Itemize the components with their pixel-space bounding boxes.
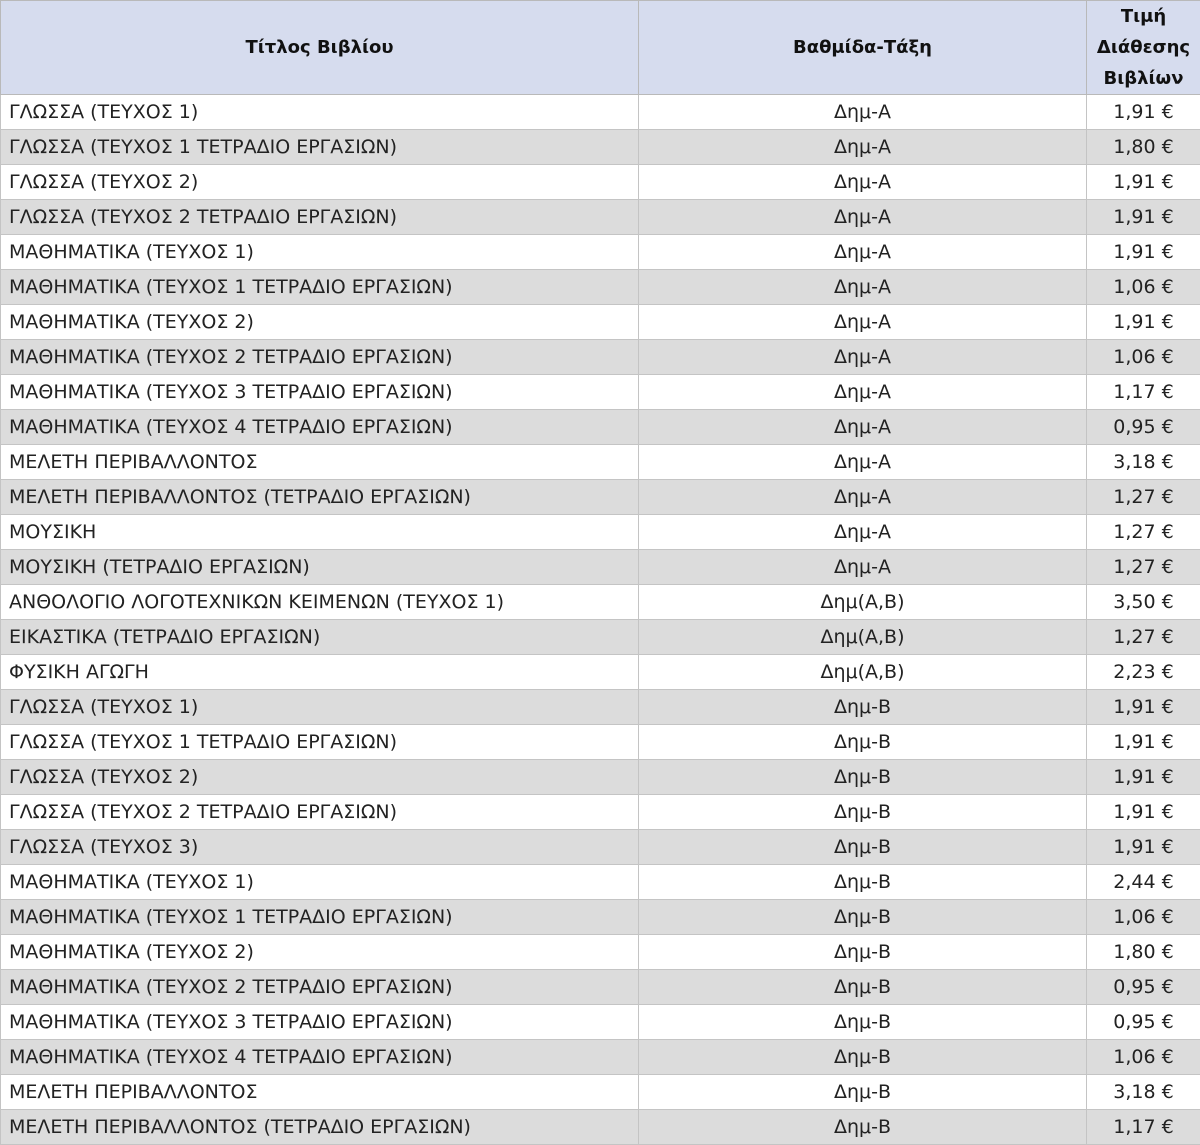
cell-title: ΜΑΘΗΜΑΤΙΚΑ (ΤΕΥΧΟΣ 2) [1,305,639,340]
table-row [1,935,1200,970]
table-row [1,1040,1200,1075]
cell-title: ΓΛΩΣΣΑ (ΤΕΥΧΟΣ 3) [1,830,639,865]
cell-price: 1,91 € [1087,165,1200,200]
cell-title: ΓΛΩΣΣΑ (ΤΕΥΧΟΣ 2) [1,165,639,200]
cell-title: ΜΑΘΗΜΑΤΙΚΑ (ΤΕΥΧΟΣ 4 ΤΕΤΡΑΔΙΟ ΕΡΓΑΣΙΩΝ) [1,1040,639,1075]
cell-grade: Δημ-Α [639,305,1087,340]
cell-title: ΓΛΩΣΣΑ (ΤΕΥΧΟΣ 2) [1,760,639,795]
cell-price: 1,91 € [1087,200,1200,235]
cell-title: ΓΛΩΣΣΑ (ΤΕΥΧΟΣ 2 ΤΕΤΡΑΔΙΟ ΕΡΓΑΣΙΩΝ) [1,200,639,235]
column-header-title: Τίτλος Βιβλίου [1,1,639,95]
cell-title: ΜΑΘΗΜΑΤΙΚΑ (ΤΕΥΧΟΣ 3 ΤΕΤΡΑΔΙΟ ΕΡΓΑΣΙΩΝ) [1,375,639,410]
cell-title: ΜΕΛΕΤΗ ΠΕΡΙΒΑΛΛΟΝΤΟΣ (ΤΕΤΡΑΔΙΟ ΕΡΓΑΣΙΩΝ) [1,480,639,515]
cell-grade: Δημ-Α [639,375,1087,410]
cell-title: ΜΑΘΗΜΑΤΙΚΑ (ΤΕΥΧΟΣ 3 ΤΕΤΡΑΔΙΟ ΕΡΓΑΣΙΩΝ) [1,1005,639,1040]
cell-title: ΜΑΘΗΜΑΤΙΚΑ (ΤΕΥΧΟΣ 2 ΤΕΤΡΑΔΙΟ ΕΡΓΑΣΙΩΝ) [1,970,639,1005]
table-row [1,445,1200,480]
cell-price: 0,95 € [1087,410,1200,445]
table-row [1,585,1200,620]
cell-grade: Δημ-Β [639,1040,1087,1075]
cell-price: 1,91 € [1087,725,1200,760]
cell-price: 1,91 € [1087,690,1200,725]
cell-price: 1,27 € [1087,550,1200,585]
table-row [1,305,1200,340]
cell-price: 1,06 € [1087,900,1200,935]
cell-title: ΜΑΘΗΜΑΤΙΚΑ (ΤΕΥΧΟΣ 2 ΤΕΤΡΑΔΙΟ ΕΡΓΑΣΙΩΝ) [1,340,639,375]
column-header-price-line1: Τιμή [1120,6,1167,27]
cell-grade: Δημ-Β [639,760,1087,795]
table-row [1,690,1200,725]
table-row [1,1075,1200,1110]
cell-title: ΕΙΚΑΣΤΙΚΑ (ΤΕΤΡΑΔΙΟ ΕΡΓΑΣΙΩΝ) [1,620,639,655]
cell-price: 3,18 € [1087,1075,1200,1110]
cell-price: 1,91 € [1087,95,1200,130]
cell-price: 1,27 € [1087,620,1200,655]
cell-title: ΜΑΘΗΜΑΤΙΚΑ (ΤΕΥΧΟΣ 1 ΤΕΤΡΑΔΙΟ ΕΡΓΑΣΙΩΝ) [1,270,639,305]
cell-price: 1,27 € [1087,480,1200,515]
cell-grade: Δημ-Α [639,550,1087,585]
cell-price: 1,17 € [1087,1110,1200,1145]
cell-grade: Δημ-Α [639,235,1087,270]
cell-price: 3,18 € [1087,445,1200,480]
cell-title: ΓΛΩΣΣΑ (ΤΕΥΧΟΣ 1) [1,690,639,725]
cell-price: 1,06 € [1087,270,1200,305]
table-row [1,1005,1200,1040]
cell-price: 0,95 € [1087,1005,1200,1040]
cell-title: ΜΑΘΗΜΑΤΙΚΑ (ΤΕΥΧΟΣ 2) [1,935,639,970]
table-row [1,865,1200,900]
table-row [1,550,1200,585]
cell-grade: Δημ-Β [639,865,1087,900]
cell-grade: Δημ-Α [639,165,1087,200]
cell-grade: Δημ-Β [639,795,1087,830]
table-row [1,410,1200,445]
cell-grade: Δημ-Α [639,480,1087,515]
cell-title: ΑΝΘΟΛΟΓΙΟ ΛΟΓΟΤΕΧΝΙΚΩΝ ΚΕΙΜΕΝΩΝ (ΤΕΥΧΟΣ 1) [1,585,639,620]
cell-grade: Δημ-Α [639,410,1087,445]
cell-price: 1,27 € [1087,515,1200,550]
table-row [1,760,1200,795]
cell-grade: Δημ-Α [639,95,1087,130]
cell-grade: Δημ-Β [639,725,1087,760]
cell-grade: Δημ-Α [639,270,1087,305]
table-row [1,340,1200,375]
column-header-grade: Βαθμίδα-Τάξη [639,1,1087,95]
table-row [1,655,1200,690]
cell-grade: Δημ(Α,Β) [639,655,1087,690]
table-row [1,200,1200,235]
cell-grade: Δημ-Α [639,340,1087,375]
table-row [1,95,1200,130]
cell-title: ΜΕΛΕΤΗ ΠΕΡΙΒΑΛΛΟΝΤΟΣ (ΤΕΤΡΑΔΙΟ ΕΡΓΑΣΙΩΝ) [1,1110,639,1145]
cell-price: 1,80 € [1087,130,1200,165]
table-header-row [1,1,1200,95]
cell-price: 2,44 € [1087,865,1200,900]
table-row [1,620,1200,655]
column-header-price-line3: Βιβλίων [1103,68,1184,89]
cell-title: ΜΕΛΕΤΗ ΠΕΡΙΒΑΛΛΟΝΤΟΣ [1,445,639,480]
cell-price: 1,06 € [1087,1040,1200,1075]
cell-title: ΓΛΩΣΣΑ (ΤΕΥΧΟΣ 1 ΤΕΤΡΑΔΙΟ ΕΡΓΑΣΙΩΝ) [1,725,639,760]
cell-price: 1,91 € [1087,830,1200,865]
table-row [1,375,1200,410]
table-row [1,165,1200,200]
cell-price: 3,50 € [1087,585,1200,620]
cell-price: 1,80 € [1087,935,1200,970]
cell-price: 1,17 € [1087,375,1200,410]
cell-grade: Δημ-Β [639,1075,1087,1110]
table-row [1,970,1200,1005]
cell-title: ΦΥΣΙΚΗ ΑΓΩΓΗ [1,655,639,690]
table-row [1,830,1200,865]
table-row [1,235,1200,270]
cell-grade: Δημ-Β [639,830,1087,865]
cell-price: 2,23 € [1087,655,1200,690]
cell-grade: Δημ-Α [639,445,1087,480]
cell-title: ΓΛΩΣΣΑ (ΤΕΥΧΟΣ 2 ΤΕΤΡΑΔΙΟ ΕΡΓΑΣΙΩΝ) [1,795,639,830]
cell-title: ΜΕΛΕΤΗ ΠΕΡΙΒΑΛΛΟΝΤΟΣ [1,1075,639,1110]
column-header-price [1087,1,1200,95]
cell-grade: Δημ-Β [639,690,1087,725]
cell-title: ΓΛΩΣΣΑ (ΤΕΥΧΟΣ 1 ΤΕΤΡΑΔΙΟ ΕΡΓΑΣΙΩΝ) [1,130,639,165]
column-header-price-line2: Διάθεσης [1096,37,1191,58]
cell-price: 1,91 € [1087,235,1200,270]
cell-title: ΜΑΘΗΜΑΤΙΚΑ (ΤΕΥΧΟΣ 1) [1,865,639,900]
cell-grade: Δημ(Α,Β) [639,620,1087,655]
cell-title: ΓΛΩΣΣΑ (ΤΕΥΧΟΣ 1) [1,95,639,130]
cell-grade: Δημ-Β [639,1005,1087,1040]
table-row [1,270,1200,305]
table-row [1,130,1200,165]
table-row [1,795,1200,830]
cell-title: ΜΑΘΗΜΑΤΙΚΑ (ΤΕΥΧΟΣ 4 ΤΕΤΡΑΔΙΟ ΕΡΓΑΣΙΩΝ) [1,410,639,445]
table-row [1,725,1200,760]
cell-title: ΜΟΥΣΙΚΗ [1,515,639,550]
cell-grade: Δημ-Β [639,970,1087,1005]
cell-grade: Δημ-Α [639,200,1087,235]
table-row [1,1110,1200,1145]
cell-price: 1,06 € [1087,340,1200,375]
cell-price: 1,91 € [1087,760,1200,795]
cell-title: ΜΑΘΗΜΑΤΙΚΑ (ΤΕΥΧΟΣ 1 ΤΕΤΡΑΔΙΟ ΕΡΓΑΣΙΩΝ) [1,900,639,935]
cell-price: 0,95 € [1087,970,1200,1005]
cell-price: 1,91 € [1087,795,1200,830]
cell-grade: Δημ-Α [639,130,1087,165]
table-row [1,900,1200,935]
cell-grade: Δημ-Β [639,1110,1087,1145]
cell-price: 1,91 € [1087,305,1200,340]
cell-grade: Δημ(Α,Β) [639,585,1087,620]
cell-title: ΜΑΘΗΜΑΤΙΚΑ (ΤΕΥΧΟΣ 1) [1,235,639,270]
table-row [1,515,1200,550]
cell-grade: Δημ-Α [639,515,1087,550]
cell-grade: Δημ-Β [639,900,1087,935]
cell-title: ΜΟΥΣΙΚΗ (ΤΕΤΡΑΔΙΟ ΕΡΓΑΣΙΩΝ) [1,550,639,585]
cell-grade: Δημ-Β [639,935,1087,970]
table-row [1,480,1200,515]
table-body [1,95,1200,1145]
